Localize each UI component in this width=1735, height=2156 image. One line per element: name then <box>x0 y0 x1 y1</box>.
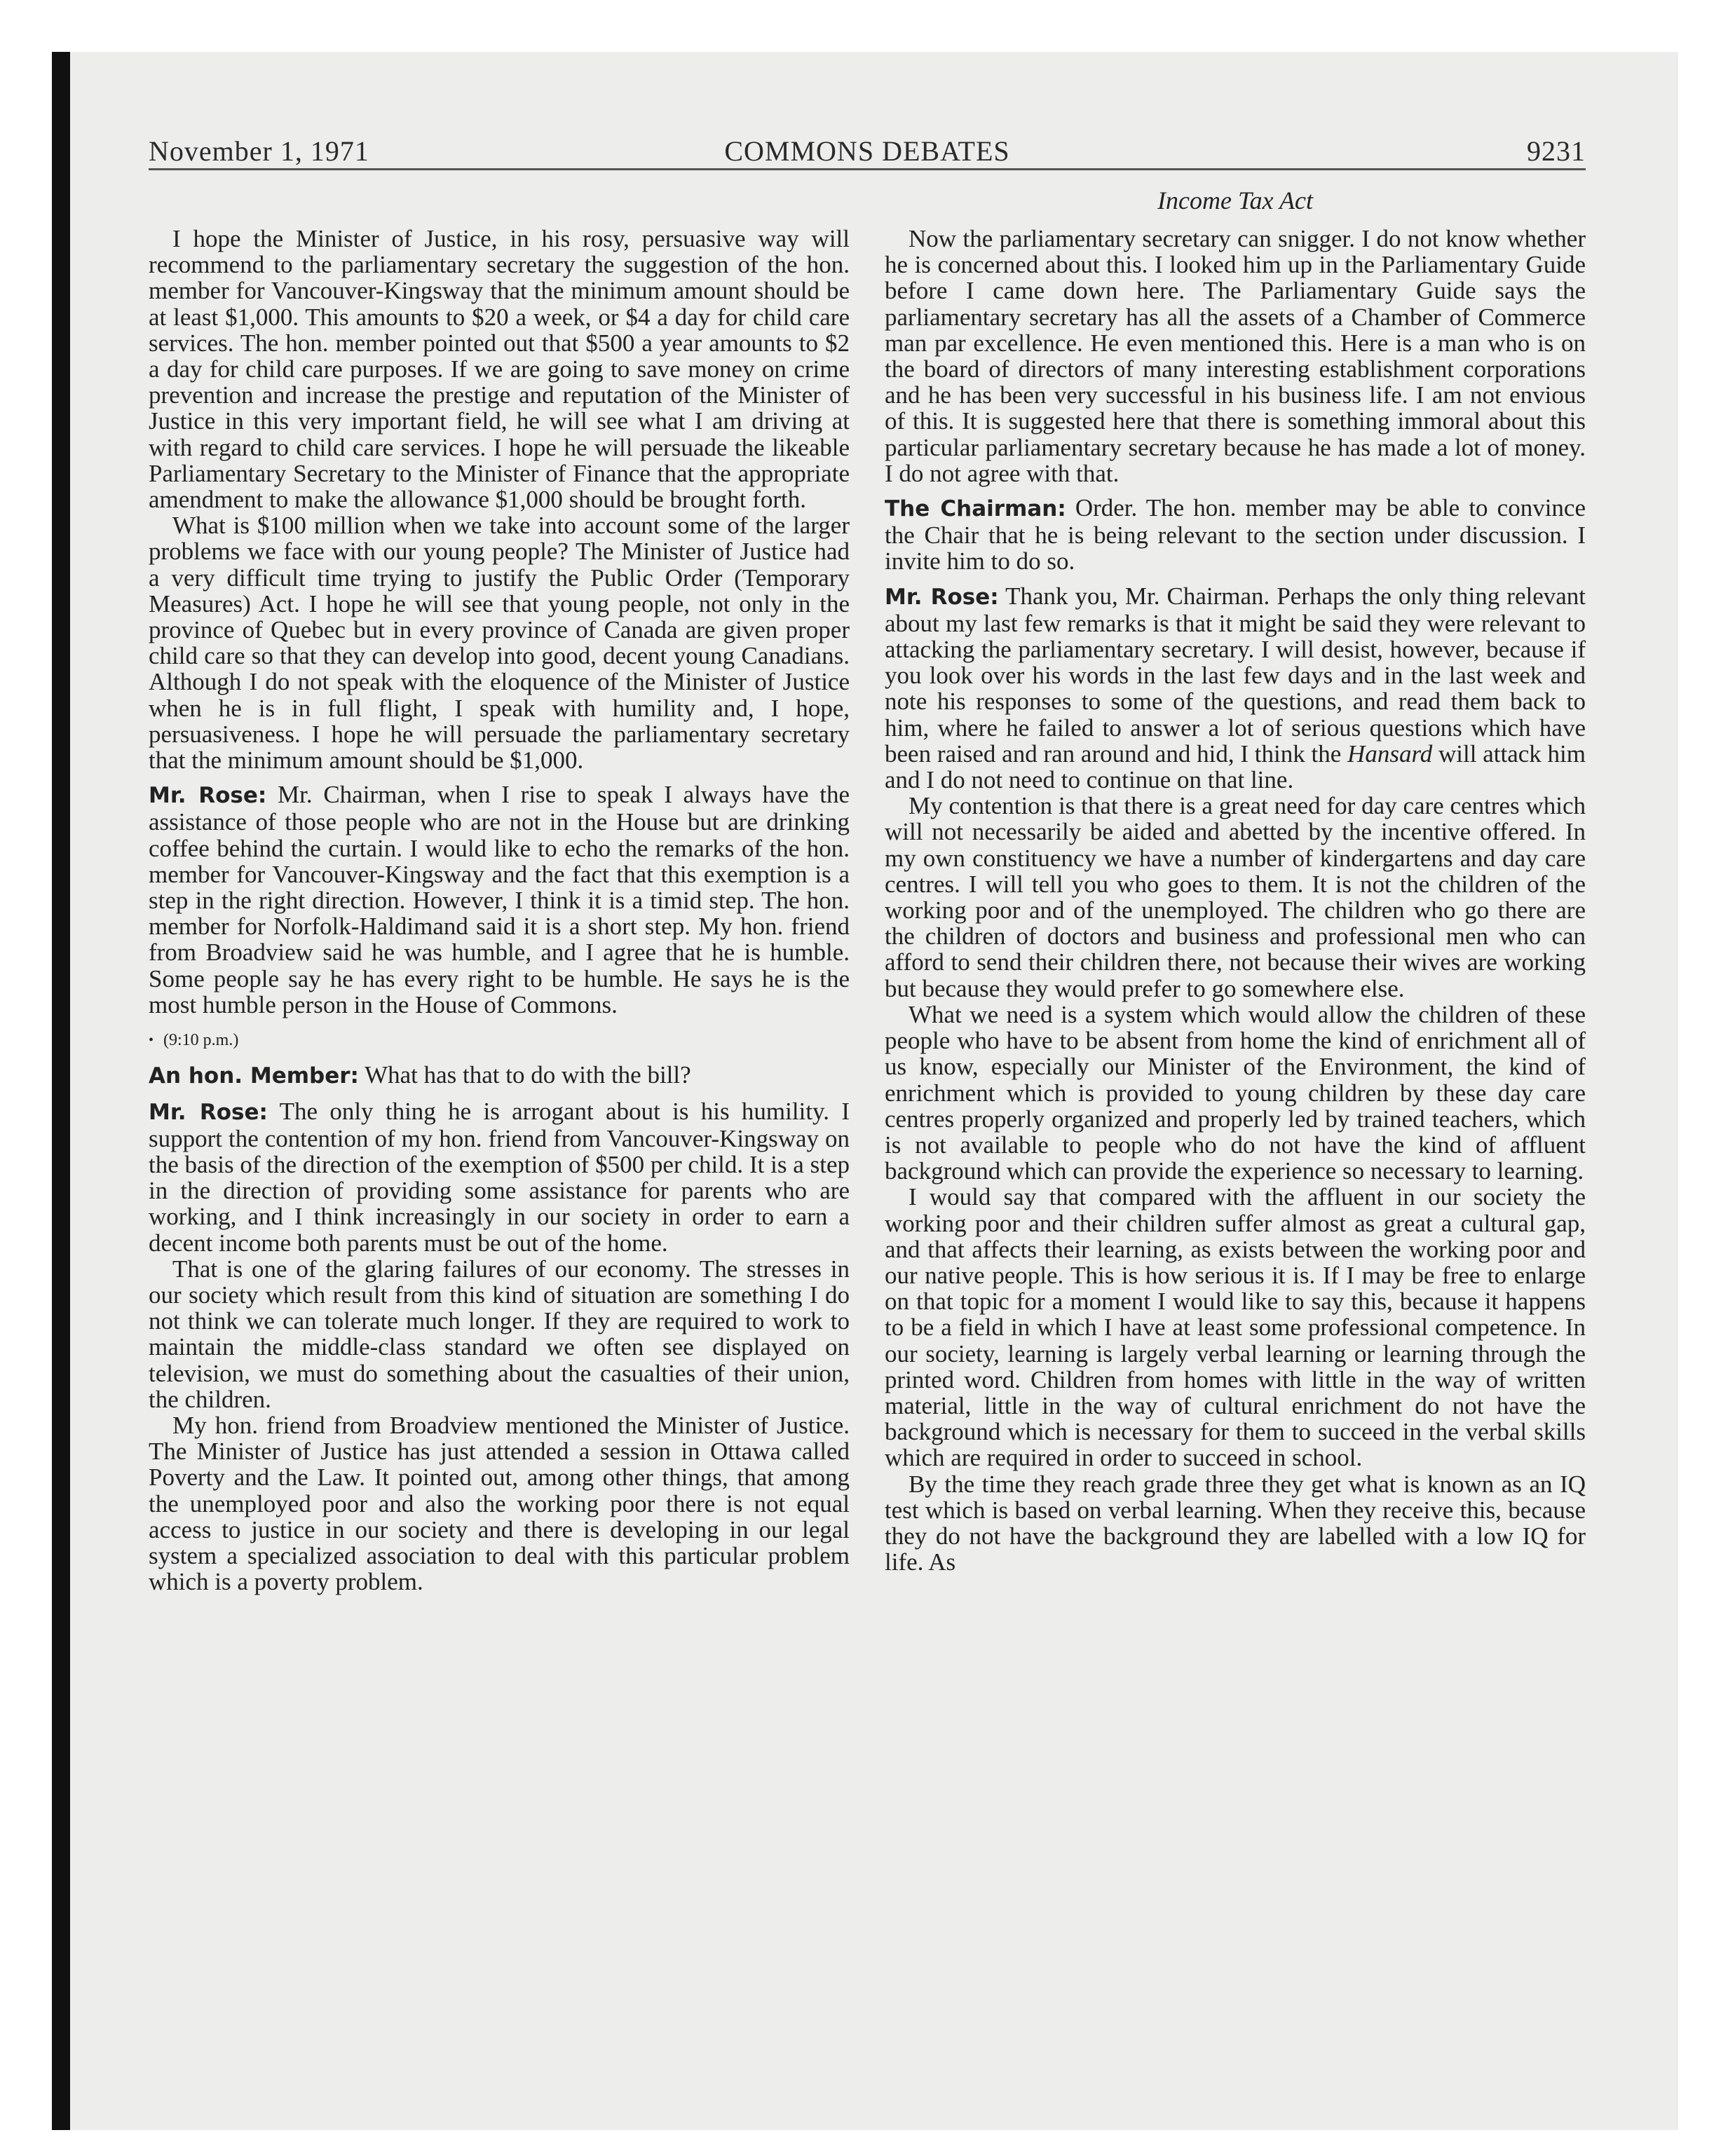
paragraph: My hon. friend from Broadview mentioned the Minister of Justice. The Minister of Justice has just attended a session in Ottawa called Poverty and the Law. It pointed out, among other things, that among the unemployed poor and also the working poor there is not equal access to justice in our society and there is developing in our legal system a specialized association to deal with this particular problem which is a poverty problem. <box>149 1411 850 1596</box>
header-rule <box>149 168 1586 170</box>
speech-text: Thank you, Mr. Chairman. Perhaps the only thing relevant about my last few remarks is that it might be said they were relevant to attacking the parliamentary secretary. I will desist, however, because if you look over his words in the last few days and in the last week and note his responses to some of the questions, and read them back to him, where he failed to answer a lot of serious questions which have been raised and ran around and hid, I think the <box>885 582 1586 767</box>
header-title: COMMONS DEBATES <box>724 135 1010 167</box>
speech-text: The only thing he is arrogant about is his humility. I support the contention of my hon. friend from Vancouver-Kingsway on the basis of the direction of the exemption of $500 per child. It is a step in the direction of providing some assistance for parents who are working, and I think increasingly in our society in order to earn a decent income both parents must be out of the home. <box>149 1097 850 1257</box>
publication-title: Hansard <box>1347 739 1433 767</box>
speaker-label: Mr. Rose: <box>149 783 267 809</box>
speech-text: will attack him and I do not need to continue on that line. <box>885 739 1586 794</box>
paragraph: I would say that compared with the affluent in our society the working poor and their children suffer almost as great a cultural gap, and that affects their learning, as exists between the working poor and our native people. This is how serious it is. If I may be free to enlarge on that topic for a moment I would like to say this, because it happens to be a field in which I have at least some professional competence. In our society, learning is largely verbal learning or learning through the printed word. Children from homes with little in the way of written material, little in the way of cultural enrichment do not have the background which is necessary for them to succeed in the verbal skills which are required in order to succeed in school. <box>885 1183 1586 1472</box>
speaker-label: Mr. Rose: <box>149 1099 268 1125</box>
right-column <box>885 226 1586 1575</box>
left-column <box>149 226 850 1595</box>
scan-binding-edge <box>52 52 70 2130</box>
paragraph: What we need is a system which would allow the children of these people who have to be absent from home the kind of enrichment all of us know, especially our Minister of the Environment, the kind of enrichment which is provided to young children by these day care centres properly organized and properly led by trained teachers, which is not available to people who do not have the kind of affluent background which can provide the experience so necessary to learning. <box>885 1000 1586 1185</box>
speech-paragraph <box>149 782 850 1018</box>
speech-paragraph <box>885 495 1586 575</box>
paragraph: By the time they reach grade three they get what is known as an IQ test which is based on verbal learning. When they receive this, because they do not have the background they are labelled with a low IQ for life. As <box>885 1470 1586 1576</box>
speech-paragraph <box>149 1098 850 1256</box>
bullet-icon: • <box>149 1032 154 1049</box>
section-heading: Income Tax Act <box>1157 186 1313 214</box>
header-date: November 1, 1971 <box>149 135 369 167</box>
speaker-label: Mr. Rose: <box>885 584 999 610</box>
paragraph: I hope the Minister of Justice, in his rosy, persuasive way will recommend to the parliamentary secretary the suggestion of the hon. member for Vancouver-Kingsway that the minimum amount should be at least $1,000. This amounts to $20 a week, or $4 a day for child care services. The hon. member pointed out that $500 a year amounts to $2 a day for child care purposes. If we are going to save money on crime prevention and increase the prestige and reputation of the Minister of Justice in this very important field, he will see what I am driving at with regard to child care services. I hope he will persuade the likeable Parliamentary Secretary to the Minister of Finance that the appropriate amendment to make the allowance $1,000 should be brought forth. <box>149 225 850 514</box>
speaker-label: The Chairman: <box>885 496 1066 522</box>
page-number: 9231 <box>1527 135 1586 167</box>
speech-paragraph <box>885 583 1586 793</box>
running-header <box>149 135 1586 171</box>
paragraph: Now the parliamentary secretary can snigger. I do not know whether he is concerned about this. I looked him up in the Parliamentary Guide before I came down here. The Parliamentary Guide says the parliamentary secretary has all the assets of a Chamber of Commerce man par excellence. He even mentioned this. Here is a man who is on the board of directors of many interesting establishment corporations and he has been very successful in his business life. I am not envious of this. It is suggested here that there is something immoral about this particular parliamentary secretary because he has made a lot of money. I do not agree with that. <box>885 225 1586 487</box>
speech-text: Mr. Chairman, when I rise to speak I always have the assistance of those people who are not in the House but are drinking coffee behind the curtain. I would like to echo the remarks of the hon. member for Vancouver-Kingsway and the fact that this exemption is a step in the right direction. However, I think it is a timid step. The hon. member for Norfolk-Haldimand said it is a short step. My hon. friend from Broadview said he was humble, and I agree that he is humble. Some people say he has every right to be humble. He says he is the most humble person in the House of Commons. <box>149 781 850 1018</box>
time-marker <box>149 1028 850 1053</box>
speech-text: Order. The hon. member may be able to convince the Chair that he is being relevant to the section under discussion. I invite him to do so. <box>885 494 1586 575</box>
speaker-label: An hon. Member: <box>149 1063 359 1089</box>
paragraph: My contention is that there is a great need for day care centres which will not necessarily be aided and abetted by the incentive offered. In my own constituency we have a number of kindergartens and day care centres. I will tell you who goes to them. It is not the children of the working poor and of the unemployed. The children who go there are the children of doctors and business and professional men who can afford to send their children there, not because their wives are working but because they would prefer to go somewhere else. <box>885 792 1586 1002</box>
speech-text: What has that to do with the bill? <box>365 1061 691 1089</box>
paragraph: That is one of the glaring failures of our economy. The stresses in our society which result from this kind of situation are something I do not think we can tolerate much longer. If they are required to work to maintain the middle-class standard we often see displayed on television, we must do something about the casualties of their union, the children. <box>149 1255 850 1413</box>
time-stamp: (9:10 p.m.) <box>163 1031 239 1050</box>
speech-paragraph <box>149 1062 850 1089</box>
paragraph: What is $100 million when we take into account some of the larger problems we face with our young people? The Minister of Justice had a very difficult time trying to justify the Public Order (Temporary Measures) Act. I hope he will see that young people, not only in the province of Quebec but in every province of Canada are given proper child care so that they can develop into good, decent young Canadians. Although I do not speak with the eloquence of the Minister of Justice when he is in full flight, I speak with humility and, I hope, persuasiveness. I hope he will persuade the parliamentary secretary that the minimum amount should be $1,000. <box>149 512 850 775</box>
